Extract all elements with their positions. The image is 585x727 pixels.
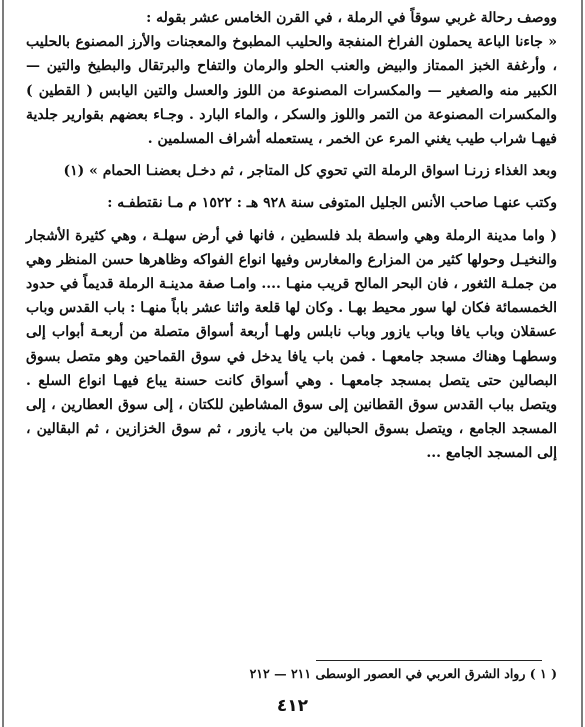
page-number: ٤١٢ (276, 696, 309, 716)
paragraph-intro: ووصف رحالة غربي سوقاً في الرملة ، في القرن الخامس عشر بقوله : (146, 10, 557, 26)
paragraph-ramla-description: ( واما مدينة الرملة وهي واسطة بلد فلسطين ، فانها في أرض سهلـة ، وهي كثيرة الأشجار والنخيـل وحولها كثير من المزارع والمغارس وفيها انواع الفواكه وظاهرها حسن المنظر وهي من جملـة الثغور ، فان البحر المالح قريب منهـا .... وامـا صفة مدينـة الرملة قديماً في حدود الخمسمائة فكان لها سور محيط بهـا . وكان لها قلعة واثنا عشر باباً منهـا : باب القدس وباب عسقلان وباب يافا وباب يازور وباب نابلس ولهـا أربعة أسواق متصلة من أربعـة أبواب إلى وسطهـا وهناك مسجد جامعهـا . فمن باب يافا يدخل في سوق القماحين وهو متصل بسوق البصالين حتى يتصل بمسجد جامعهـا . وهي أسواق كانت حسنة يباع فيهـا انواع السلع . ويتصل بباب القدس سوق القطانين إلى سوق المشاطين للكتان ، إلى سوق العطارين ، إلى المسجد الجامع ، ويتصل بسوق الحبالين من باب يازور ، ثم سوق الخزازين ، ثم البقالين ، إلى المسجد الجامع ... (26, 227, 557, 462)
page-frame-right-border (581, 0, 583, 727)
paragraph-traveler-quote: « جاءنا الباعة يحملون الفراخ المنفجة والحليب المطبوخ والمعجنات والأرز المصنوع بالحليب ، وأرغفة الخبز الممتاز والبيض والعنب الحلو والرمان والتفاح والبرتقال والبطيخ والتين — الكبير منه والصغير — والمكسرات المصنوعة من اللوز والعسل والتين اليابس ( القطين ) والمكسرات المصنوعة من التمر واللوز والسكر ، والماء البارد . وجـاء بعضهم بقوارير جلدية فيهـا شراب طيب يغني المرء عن الخمر ، يستعمله أشراف المسلمين . (26, 34, 557, 148)
paragraph-after-lunch: وبعد الغذاء زرنـا اسواق الرملة التي تحوي كل المتاجر ، ثم دخـل بعضنـا الحمام » (١) (63, 163, 557, 180)
paragraph-uns-al-jalil-intro: وكتب عنهـا صاحب الأنس الجليل المتوفى سنة ٩٢٨ هـ : ١٥٢٢ م مـا نقتطفـه : (107, 195, 557, 212)
footnote: ( ١ ) رواد الشرق العربي في العصور الوسطى ٢١١ — ٢١٢ (249, 666, 557, 681)
body-text (26, 6, 557, 466)
footnote-divider (316, 660, 542, 661)
page-frame-left-border (2, 0, 4, 727)
